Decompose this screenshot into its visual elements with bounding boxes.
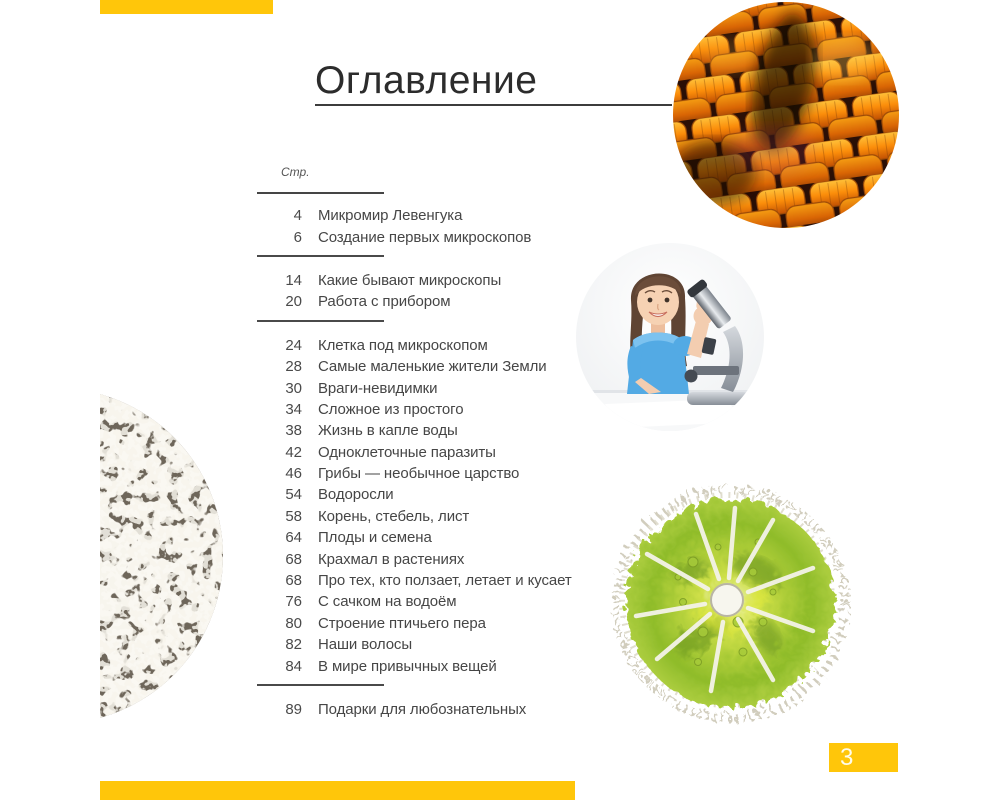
toc-entry-title: С сачком на водоём <box>318 593 457 611</box>
toc-entry <box>257 442 697 463</box>
toc-entry-page-number: 14 <box>285 271 302 289</box>
toc-entry-title: Корень, стебель, лист <box>318 507 470 525</box>
toc-entry <box>257 548 697 569</box>
toc-entry-page-number: 38 <box>285 422 302 440</box>
toc-entry <box>257 655 697 676</box>
butterfly-wing-scales-image <box>672 1 900 229</box>
toc-entry <box>257 356 697 377</box>
toc-entry-page-number: 89 <box>285 701 302 718</box>
toc-entry-title: Микромир Левенгука <box>318 207 463 225</box>
toc-entry-title: Клетка под микроскопом <box>318 336 488 354</box>
toc-entry <box>257 463 697 484</box>
page-content-area <box>100 0 900 800</box>
toc-entry <box>257 699 697 720</box>
toc-entry-page-number: 30 <box>285 379 302 397</box>
toc-entry-page-number: 58 <box>285 507 302 525</box>
toc-entry-page-number: 76 <box>285 593 302 611</box>
bottom-accent-bar <box>100 781 575 800</box>
toc-entry-page-number: 42 <box>285 443 302 461</box>
toc-entry-title: Грибы — необычное царство <box>318 465 520 483</box>
toc-entry <box>257 527 697 548</box>
toc-entry <box>257 270 697 291</box>
toc-entry-page-number: 54 <box>285 486 302 504</box>
toc-entry-title: Враги-невидимки <box>318 379 438 397</box>
toc-entry-page-number: 4 <box>293 207 302 225</box>
toc-entry-page-number: 28 <box>285 358 302 376</box>
toc-entry-title: Жизнь в капле воды <box>318 422 458 440</box>
toc-entry-title: Наши волосы <box>318 636 413 654</box>
sponge-structure-image <box>100 386 225 726</box>
section-divider <box>257 320 384 322</box>
toc-entry-title: В мире привычных вещей <box>318 657 497 675</box>
toc-entry-page-number: 82 <box>285 636 302 654</box>
title-rule <box>315 104 672 106</box>
toc-entry <box>257 205 697 226</box>
toc-entry-title: Крахмал в растениях <box>318 550 465 568</box>
toc-entry-page-number: 46 <box>285 465 302 483</box>
page-title: Оглавление <box>315 59 538 102</box>
toc-entry <box>257 226 697 247</box>
toc-entry-page-number: 6 <box>293 228 302 246</box>
toc-entry-title: Какие бывают микроскопы <box>318 271 502 289</box>
toc-entry-page-number: 64 <box>285 529 302 547</box>
page-column-header: Стр. <box>281 165 310 179</box>
toc-entry <box>257 399 697 420</box>
toc-entry <box>257 570 697 591</box>
toc-entry <box>257 484 697 505</box>
toc-entry-page-number: 84 <box>285 657 302 675</box>
toc-entry-page-number: 34 <box>285 400 302 418</box>
toc-entry-title: Подарки для любознательных <box>318 701 527 718</box>
section-divider <box>257 255 384 257</box>
toc-entry-title: Плоды и семена <box>318 529 432 547</box>
toc-entry-title: Одноклеточные паразиты <box>318 443 496 461</box>
top-accent-bar <box>100 0 273 14</box>
page-number-box <box>829 743 898 772</box>
toc-entry <box>257 591 697 612</box>
toc-entry <box>257 420 697 441</box>
toc-list <box>257 205 697 720</box>
toc-entry-title: Работа с прибором <box>318 293 451 311</box>
page-number: 3 <box>840 743 854 771</box>
toc-entry-page-number: 68 <box>285 572 302 590</box>
toc-entry-page-number: 68 <box>285 550 302 568</box>
toc-entry-page-number: 24 <box>285 336 302 354</box>
toc-entry <box>257 613 697 634</box>
toc-entry <box>257 335 697 356</box>
toc-entry-page-number: 20 <box>285 293 302 311</box>
toc-entry-title: Сложное из простого <box>318 400 464 418</box>
toc-entry <box>257 634 697 655</box>
toc-entry-title: Строение птичьего пера <box>318 614 486 632</box>
toc-entry-page-number: 80 <box>285 614 302 632</box>
toc-entry-title: Водоросли <box>318 486 394 504</box>
column-header-rule <box>257 192 384 194</box>
toc-entry-title: Создание первых микроскопов <box>318 228 532 246</box>
section-divider <box>257 684 384 686</box>
toc-entry-title: Про тех, кто ползает, летает и кусает <box>318 572 572 590</box>
toc-entry <box>257 291 697 312</box>
toc-entry <box>257 506 697 527</box>
toc-entry-title: Самые маленькие жители Земли <box>318 358 547 376</box>
toc-entry <box>257 377 697 398</box>
